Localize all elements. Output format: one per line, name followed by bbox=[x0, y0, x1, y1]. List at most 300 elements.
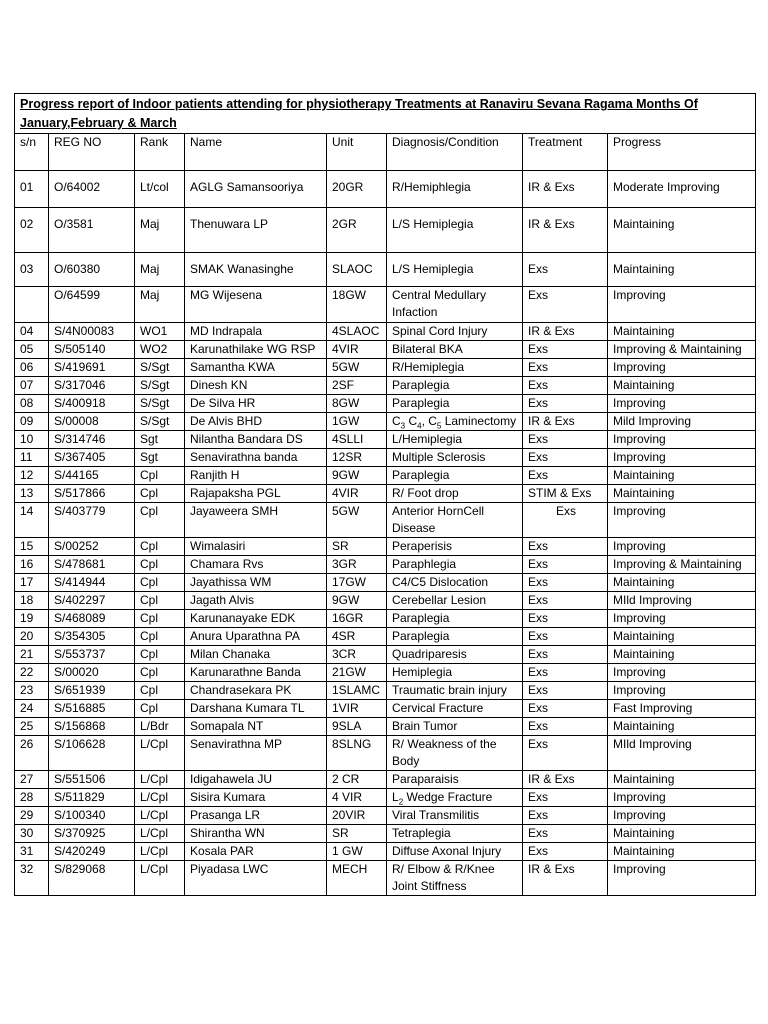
cell-treatment: Exs bbox=[523, 664, 608, 682]
cell-unit: 9SLA bbox=[327, 718, 387, 736]
cell-rank: Cpl bbox=[135, 610, 185, 628]
cell-rank: Cpl bbox=[135, 682, 185, 700]
cell-diagnosis: Quadriparesis bbox=[387, 646, 523, 664]
table-row bbox=[15, 825, 756, 843]
cell-sn: 14 bbox=[15, 503, 49, 538]
cell-unit: 4 VIR bbox=[327, 789, 387, 807]
table-row bbox=[15, 449, 756, 467]
cell-progress: Maintaining bbox=[608, 843, 756, 861]
cell-progress: Improving bbox=[608, 861, 756, 896]
cell-rank: L/Cpl bbox=[135, 825, 185, 843]
cell-unit: 20GR bbox=[327, 171, 387, 208]
cell-reg-no: S/516885 bbox=[49, 700, 135, 718]
cell-name: Wimalasiri bbox=[185, 538, 327, 556]
cell-diagnosis: Spinal Cord Injury bbox=[387, 323, 523, 341]
table-row bbox=[15, 843, 756, 861]
cell-unit: SR bbox=[327, 825, 387, 843]
cell-sn: 16 bbox=[15, 556, 49, 574]
cell-diagnosis: Brain Tumor bbox=[387, 718, 523, 736]
cell-rank: Lt/col bbox=[135, 171, 185, 208]
cell-sn: 04 bbox=[15, 323, 49, 341]
cell-sn: 28 bbox=[15, 789, 49, 807]
cell-rank: WO1 bbox=[135, 323, 185, 341]
cell-rank: S/Sgt bbox=[135, 359, 185, 377]
cell-name: De Silva HR bbox=[185, 395, 327, 413]
cell-reg-no: O/64599 bbox=[49, 287, 135, 323]
cell-sn: 21 bbox=[15, 646, 49, 664]
cell-progress: Moderate Improving bbox=[608, 171, 756, 208]
cell-treatment: Exs bbox=[523, 538, 608, 556]
cell-progress: Maintaining bbox=[608, 771, 756, 789]
table-row bbox=[15, 431, 756, 449]
cell-treatment: Exs bbox=[523, 736, 608, 771]
cell-unit: 9GW bbox=[327, 467, 387, 485]
cell-rank: S/Sgt bbox=[135, 413, 185, 431]
cell-reg-no: S/400918 bbox=[49, 395, 135, 413]
cell-name: Milan Chanaka bbox=[185, 646, 327, 664]
cell-rank: L/Bdr bbox=[135, 718, 185, 736]
progress-report-table bbox=[14, 93, 756, 896]
cell-diagnosis: Paraplegia bbox=[387, 395, 523, 413]
cell-name: MG Wijesena bbox=[185, 287, 327, 323]
cell-rank: S/Sgt bbox=[135, 395, 185, 413]
table-row bbox=[15, 718, 756, 736]
cell-reg-no: S/100340 bbox=[49, 807, 135, 825]
cell-progress: Maintaining bbox=[608, 646, 756, 664]
cell-treatment: IR & Exs bbox=[523, 171, 608, 208]
cell-unit: 2 CR bbox=[327, 771, 387, 789]
cell-progress: Maintaining bbox=[608, 825, 756, 843]
column-header-treatment: Treatment bbox=[523, 134, 608, 171]
table-row bbox=[15, 395, 756, 413]
cell-reg-no: S/511829 bbox=[49, 789, 135, 807]
cell-reg-no: S/00008 bbox=[49, 413, 135, 431]
cell-unit: 20VIR bbox=[327, 807, 387, 825]
cell-diagnosis: Multiple Sclerosis bbox=[387, 449, 523, 467]
cell-progress: MIld Improving bbox=[608, 736, 756, 771]
cell-unit: 3CR bbox=[327, 646, 387, 664]
cell-progress: Improving bbox=[608, 538, 756, 556]
cell-unit: 1SLAMC bbox=[327, 682, 387, 700]
cell-name: AGLG Samansooriya bbox=[185, 171, 327, 208]
cell-unit: 5GW bbox=[327, 503, 387, 538]
cell-progress: Maintaining bbox=[608, 718, 756, 736]
cell-rank: L/Cpl bbox=[135, 736, 185, 771]
cell-progress: Improving & Maintaining bbox=[608, 556, 756, 574]
cell-sn: 12 bbox=[15, 467, 49, 485]
table-row bbox=[15, 592, 756, 610]
table-row bbox=[15, 253, 756, 287]
cell-treatment: Exs bbox=[523, 503, 608, 538]
column-header-diagnosis: Diagnosis/Condition bbox=[387, 134, 523, 171]
cell-treatment: IR & Exs bbox=[523, 323, 608, 341]
cell-unit: 12SR bbox=[327, 449, 387, 467]
table-row bbox=[15, 323, 756, 341]
cell-unit: SLAOC bbox=[327, 253, 387, 287]
cell-sn: 20 bbox=[15, 628, 49, 646]
cell-treatment: Exs bbox=[523, 253, 608, 287]
cell-sn: 02 bbox=[15, 208, 49, 253]
cell-treatment: Exs bbox=[523, 718, 608, 736]
cell-unit: 2GR bbox=[327, 208, 387, 253]
cell-reg-no: S/402297 bbox=[49, 592, 135, 610]
table-row bbox=[15, 171, 756, 208]
cell-diagnosis: Paraparaisis bbox=[387, 771, 523, 789]
cell-progress: Maintaining bbox=[608, 377, 756, 395]
cell-sn: 30 bbox=[15, 825, 49, 843]
cell-sn: 32 bbox=[15, 861, 49, 896]
table-row bbox=[15, 413, 756, 431]
cell-unit: 4VIR bbox=[327, 485, 387, 503]
cell-unit: 5GW bbox=[327, 359, 387, 377]
cell-name: Rajapaksha PGL bbox=[185, 485, 327, 503]
cell-diagnosis: Paraplegia bbox=[387, 377, 523, 395]
cell-name: Karunarathne Banda bbox=[185, 664, 327, 682]
cell-treatment: Exs bbox=[523, 287, 608, 323]
cell-name: Nilantha Bandara DS bbox=[185, 431, 327, 449]
cell-sn: 05 bbox=[15, 341, 49, 359]
cell-name: Thenuwara LP bbox=[185, 208, 327, 253]
cell-rank: Sgt bbox=[135, 431, 185, 449]
table-row bbox=[15, 538, 756, 556]
table-row bbox=[15, 646, 756, 664]
cell-treatment: Exs bbox=[523, 682, 608, 700]
cell-sn: 15 bbox=[15, 538, 49, 556]
cell-unit: 8GW bbox=[327, 395, 387, 413]
cell-name: Jayathissa WM bbox=[185, 574, 327, 592]
cell-progress: Maintaining bbox=[608, 467, 756, 485]
table-row bbox=[15, 574, 756, 592]
cell-progress: Improving bbox=[608, 682, 756, 700]
cell-reg-no: O/64002 bbox=[49, 171, 135, 208]
table-row bbox=[15, 664, 756, 682]
cell-rank: Cpl bbox=[135, 485, 185, 503]
cell-rank: L/Cpl bbox=[135, 807, 185, 825]
cell-reg-no: S/314746 bbox=[49, 431, 135, 449]
cell-reg-no: S/106628 bbox=[49, 736, 135, 771]
cell-progress: Improving bbox=[608, 664, 756, 682]
cell-sn: 19 bbox=[15, 610, 49, 628]
cell-progress: Improving & Maintaining bbox=[608, 341, 756, 359]
table-row bbox=[15, 208, 756, 253]
cell-rank: Cpl bbox=[135, 574, 185, 592]
cell-diagnosis: Central Medullary Infaction bbox=[387, 287, 523, 323]
cell-diagnosis: Diffuse Axonal Injury bbox=[387, 843, 523, 861]
table-row bbox=[15, 682, 756, 700]
cell-sn: 11 bbox=[15, 449, 49, 467]
cell-name: Jagath Alvis bbox=[185, 592, 327, 610]
cell-sn: 17 bbox=[15, 574, 49, 592]
cell-reg-no: S/468089 bbox=[49, 610, 135, 628]
cell-sn: 29 bbox=[15, 807, 49, 825]
table-row bbox=[15, 556, 756, 574]
cell-progress: Maintaining bbox=[608, 628, 756, 646]
cell-name: Senavirathna MP bbox=[185, 736, 327, 771]
cell-diagnosis: Traumatic brain injury bbox=[387, 682, 523, 700]
cell-sn: 03 bbox=[15, 253, 49, 287]
cell-unit: 4SLLI bbox=[327, 431, 387, 449]
column-header-progress: Progress bbox=[608, 134, 756, 171]
column-header-unit: Unit bbox=[327, 134, 387, 171]
cell-reg-no: O/3581 bbox=[49, 208, 135, 253]
cell-treatment: Exs bbox=[523, 807, 608, 825]
cell-diagnosis: Paraplegia bbox=[387, 628, 523, 646]
cell-sn: 07 bbox=[15, 377, 49, 395]
cell-unit: 2SF bbox=[327, 377, 387, 395]
cell-reg-no: S/420249 bbox=[49, 843, 135, 861]
cell-reg-no: S/44165 bbox=[49, 467, 135, 485]
cell-reg-no: S/403779 bbox=[49, 503, 135, 538]
cell-name: Jayaweera SMH bbox=[185, 503, 327, 538]
cell-reg-no: S/00252 bbox=[49, 538, 135, 556]
cell-reg-no: S/00020 bbox=[49, 664, 135, 682]
cell-unit: 1 GW bbox=[327, 843, 387, 861]
cell-progress: Improving bbox=[608, 395, 756, 413]
cell-sn: 10 bbox=[15, 431, 49, 449]
cell-progress: Improving bbox=[608, 789, 756, 807]
column-header-reg-no: REG NO bbox=[49, 134, 135, 171]
cell-sn: 22 bbox=[15, 664, 49, 682]
cell-treatment: STIM & Exs bbox=[523, 485, 608, 503]
cell-name: Somapala NT bbox=[185, 718, 327, 736]
cell-progress: Maintaining bbox=[608, 208, 756, 253]
cell-rank: Cpl bbox=[135, 467, 185, 485]
cell-name: Karunanayake EDK bbox=[185, 610, 327, 628]
cell-sn: 08 bbox=[15, 395, 49, 413]
cell-treatment: Exs bbox=[523, 341, 608, 359]
cell-treatment: Exs bbox=[523, 592, 608, 610]
cell-treatment: IR & Exs bbox=[523, 413, 608, 431]
cell-name: Idigahawela JU bbox=[185, 771, 327, 789]
table-row bbox=[15, 700, 756, 718]
cell-treatment: Exs bbox=[523, 789, 608, 807]
cell-diagnosis: C4/C5 Dislocation bbox=[387, 574, 523, 592]
table-row bbox=[15, 807, 756, 825]
cell-diagnosis: R/ Elbow & R/Knee Joint Stiffness bbox=[387, 861, 523, 896]
cell-reg-no: S/517866 bbox=[49, 485, 135, 503]
cell-unit: 9GW bbox=[327, 592, 387, 610]
cell-unit: SR bbox=[327, 538, 387, 556]
cell-diagnosis: R/Hemiplegia bbox=[387, 359, 523, 377]
cell-reg-no: S/419691 bbox=[49, 359, 135, 377]
table-row bbox=[15, 287, 756, 323]
cell-rank: Maj bbox=[135, 208, 185, 253]
cell-name: Anura Uparathna PA bbox=[185, 628, 327, 646]
cell-unit: 21GW bbox=[327, 664, 387, 682]
cell-unit: 8SLNG bbox=[327, 736, 387, 771]
cell-treatment: Exs bbox=[523, 574, 608, 592]
cell-sn: 23 bbox=[15, 682, 49, 700]
cell-unit: 4SR bbox=[327, 628, 387, 646]
cell-rank: Cpl bbox=[135, 556, 185, 574]
cell-sn: 27 bbox=[15, 771, 49, 789]
cell-treatment: Exs bbox=[523, 449, 608, 467]
cell-progress: Maintaining bbox=[608, 574, 756, 592]
table-row bbox=[15, 467, 756, 485]
cell-diagnosis: Paraplegia bbox=[387, 467, 523, 485]
cell-name: Shirantha WN bbox=[185, 825, 327, 843]
cell-name: Kosala PAR bbox=[185, 843, 327, 861]
cell-progress: Improving bbox=[608, 610, 756, 628]
cell-diagnosis: Tetraplegia bbox=[387, 825, 523, 843]
cell-reg-no: S/317046 bbox=[49, 377, 135, 395]
cell-unit: 18GW bbox=[327, 287, 387, 323]
cell-name: Senavirathna banda bbox=[185, 449, 327, 467]
cell-name: Karunathilake WG RSP bbox=[185, 341, 327, 359]
cell-name: SMAK Wanasinghe bbox=[185, 253, 327, 287]
table-row bbox=[15, 341, 756, 359]
cell-diagnosis: Hemiplegia bbox=[387, 664, 523, 682]
cell-reg-no: S/478681 bbox=[49, 556, 135, 574]
column-header-rank: Rank bbox=[135, 134, 185, 171]
cell-rank: L/Cpl bbox=[135, 771, 185, 789]
cell-diagnosis: R/ Foot drop bbox=[387, 485, 523, 503]
cell-unit: 4VIR bbox=[327, 341, 387, 359]
column-header-name: Name bbox=[185, 134, 327, 171]
cell-name: Dinesh KN bbox=[185, 377, 327, 395]
table-row bbox=[15, 736, 756, 771]
cell-progress: Improving bbox=[608, 359, 756, 377]
cell-progress: Improving bbox=[608, 449, 756, 467]
cell-treatment: IR & Exs bbox=[523, 771, 608, 789]
cell-treatment: IR & Exs bbox=[523, 208, 608, 253]
cell-treatment: Exs bbox=[523, 610, 608, 628]
cell-progress: Maintaining bbox=[608, 253, 756, 287]
cell-sn: 18 bbox=[15, 592, 49, 610]
cell-rank: Cpl bbox=[135, 538, 185, 556]
cell-name: Chandrasekara PK bbox=[185, 682, 327, 700]
cell-treatment: IR & Exs bbox=[523, 861, 608, 896]
cell-rank: L/Cpl bbox=[135, 843, 185, 861]
cell-rank: Maj bbox=[135, 287, 185, 323]
table-row bbox=[15, 861, 756, 896]
cell-diagnosis: $L_2$ Wedge Fracture bbox=[387, 789, 523, 807]
cell-rank: Cpl bbox=[135, 646, 185, 664]
cell-reg-no: S/505140 bbox=[49, 341, 135, 359]
table-row bbox=[15, 503, 756, 538]
cell-treatment: Exs bbox=[523, 556, 608, 574]
cell-sn: 09 bbox=[15, 413, 49, 431]
cell-reg-no: S/4N00083 bbox=[49, 323, 135, 341]
cell-progress: Fast Improving bbox=[608, 700, 756, 718]
cell-reg-no: O/60380 bbox=[49, 253, 135, 287]
table-row bbox=[15, 789, 756, 807]
cell-treatment: Exs bbox=[523, 628, 608, 646]
cell-reg-no: S/367405 bbox=[49, 449, 135, 467]
cell-name: Darshana Kumara TL bbox=[185, 700, 327, 718]
cell-diagnosis: R/ Weakness of the Body bbox=[387, 736, 523, 771]
cell-progress: MIld Improving bbox=[608, 592, 756, 610]
cell-name: Sisira Kumara bbox=[185, 789, 327, 807]
cell-sn: 25 bbox=[15, 718, 49, 736]
cell-reg-no: S/551506 bbox=[49, 771, 135, 789]
cell-treatment: Exs bbox=[523, 377, 608, 395]
cell-reg-no: S/370925 bbox=[49, 825, 135, 843]
cell-unit: 1VIR bbox=[327, 700, 387, 718]
cell-unit: 3GR bbox=[327, 556, 387, 574]
cell-unit: 4SLAOC bbox=[327, 323, 387, 341]
cell-unit: MECH bbox=[327, 861, 387, 896]
cell-diagnosis: Bilateral BKA bbox=[387, 341, 523, 359]
cell-rank: Cpl bbox=[135, 700, 185, 718]
cell-sn: 31 bbox=[15, 843, 49, 861]
cell-sn: 01 bbox=[15, 171, 49, 208]
cell-sn: 13 bbox=[15, 485, 49, 503]
cell-diagnosis: Cerebellar Lesion bbox=[387, 592, 523, 610]
table-row bbox=[15, 771, 756, 789]
table-row bbox=[15, 359, 756, 377]
table-body bbox=[15, 171, 756, 896]
cell-rank: Cpl bbox=[135, 503, 185, 538]
cell-sn: 24 bbox=[15, 700, 49, 718]
header-row bbox=[15, 134, 756, 171]
cell-progress: Improving bbox=[608, 807, 756, 825]
cell-reg-no: S/553737 bbox=[49, 646, 135, 664]
cell-sn: 26 bbox=[15, 736, 49, 771]
cell-treatment: Exs bbox=[523, 431, 608, 449]
cell-diagnosis: Paraplegia bbox=[387, 610, 523, 628]
table-row bbox=[15, 610, 756, 628]
cell-unit: 16GR bbox=[327, 610, 387, 628]
cell-progress: Mild Improving bbox=[608, 413, 756, 431]
column-header-sn: s/n bbox=[15, 134, 49, 171]
cell-diagnosis: Anterior HornCell Disease bbox=[387, 503, 523, 538]
cell-name: Ranjith H bbox=[185, 467, 327, 485]
cell-sn: 06 bbox=[15, 359, 49, 377]
table-row bbox=[15, 377, 756, 395]
cell-progress: Improving bbox=[608, 431, 756, 449]
cell-diagnosis: Peraperisis bbox=[387, 538, 523, 556]
cell-name: Piyadasa LWC bbox=[185, 861, 327, 896]
cell-diagnosis: Viral Transmilitis bbox=[387, 807, 523, 825]
cell-rank: L/Cpl bbox=[135, 861, 185, 896]
cell-reg-no: S/829068 bbox=[49, 861, 135, 896]
cell-rank: S/Sgt bbox=[135, 377, 185, 395]
cell-reg-no: S/651939 bbox=[49, 682, 135, 700]
cell-treatment: Exs bbox=[523, 467, 608, 485]
cell-diagnosis: Paraphlegia bbox=[387, 556, 523, 574]
cell-treatment: Exs bbox=[523, 646, 608, 664]
cell-treatment: Exs bbox=[523, 359, 608, 377]
cell-diagnosis: L/S Hemiplegia bbox=[387, 208, 523, 253]
cell-name: De Alvis BHD bbox=[185, 413, 327, 431]
cell-treatment: Exs bbox=[523, 825, 608, 843]
cell-diagnosis: R/Hemiphlegia bbox=[387, 171, 523, 208]
cell-reg-no: S/156868 bbox=[49, 718, 135, 736]
cell-name: Prasanga LR bbox=[185, 807, 327, 825]
cell-progress: Improving bbox=[608, 287, 756, 323]
cell-rank: Cpl bbox=[135, 592, 185, 610]
cell-treatment: Exs bbox=[523, 395, 608, 413]
cell-reg-no: S/414944 bbox=[49, 574, 135, 592]
cell-progress: Improving bbox=[608, 503, 756, 538]
cell-treatment: Exs bbox=[523, 843, 608, 861]
table-row bbox=[15, 485, 756, 503]
cell-treatment: Exs bbox=[523, 700, 608, 718]
cell-rank: Cpl bbox=[135, 664, 185, 682]
cell-reg-no: S/354305 bbox=[49, 628, 135, 646]
cell-unit: 17GW bbox=[327, 574, 387, 592]
cell-name: Chamara Rvs bbox=[185, 556, 327, 574]
cell-diagnosis: L/Hemiplegia bbox=[387, 431, 523, 449]
cell-diagnosis: $C_3$ $C_4$, $C_5$ Laminectomy bbox=[387, 413, 523, 431]
cell-progress: Maintaining bbox=[608, 485, 756, 503]
cell-diagnosis: Cervical Fracture bbox=[387, 700, 523, 718]
cell-name: MD Indrapala bbox=[185, 323, 327, 341]
cell-rank: WO2 bbox=[135, 341, 185, 359]
table-row bbox=[15, 628, 756, 646]
cell-name: Samantha KWA bbox=[185, 359, 327, 377]
